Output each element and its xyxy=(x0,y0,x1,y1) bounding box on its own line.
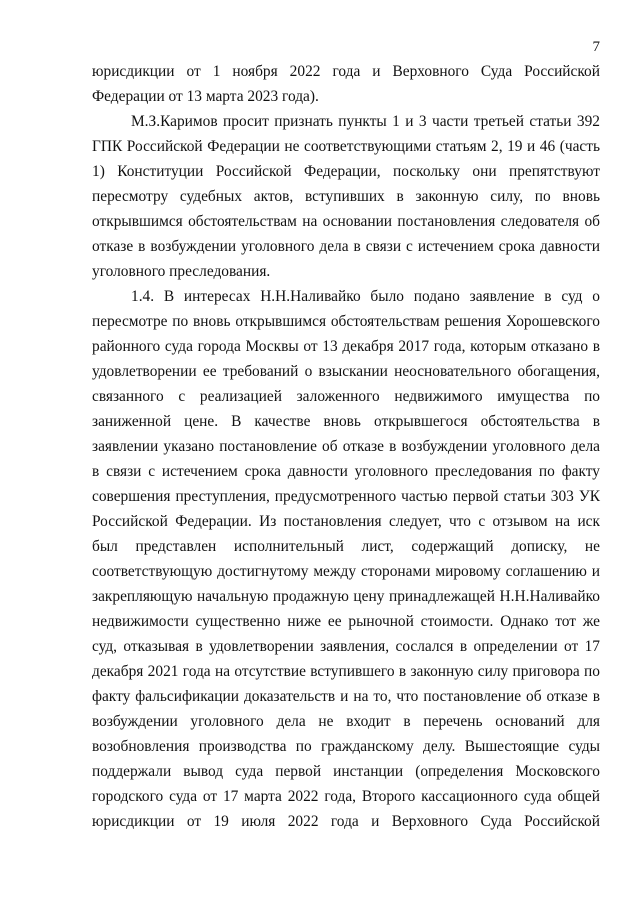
text-line: был представлен исполнительный лист, содержащий дописку, не xyxy=(92,538,600,555)
text-line: возбуждении уголовного дела не входит в перечень оснований для xyxy=(92,713,600,730)
text-line: городского суда от 17 марта 2022 года, Второго кассационного суда общей xyxy=(92,788,600,805)
text-line: закрепляющую начальную продажную цену принадлежащей Н.Н.Наливайко xyxy=(92,588,600,605)
text-line: юрисдикции от 19 июля 2022 года и Верховного Суда Российской xyxy=(92,813,600,830)
text-line: Федерации от 13 марта 2023 года). xyxy=(92,88,319,105)
text-line: 1) Конституции Российской Федерации, поскольку они препятствуют xyxy=(92,163,600,180)
text-line: отказе в возбуждении уголовного дела в связи с истечением срока давности xyxy=(92,238,600,255)
text-line: пересмотру судебных актов, вступивших в законную силу, по вновь xyxy=(92,188,600,205)
text-line: возобновления производства по гражданскому делу. Вышестоящие суды xyxy=(92,738,600,755)
text-line: декабря 2021 года на отсутствие вступившего в законную силу приговора по xyxy=(92,663,600,680)
page-number: 7 xyxy=(592,39,600,55)
text-line: уголовного преследования. xyxy=(92,263,271,280)
paragraph-first-line: 1.4. В интересах Н.Н.Наливайко было подано заявление в суд о xyxy=(131,288,600,305)
text-line: факту фальсификации доказательств и на то, что постановление об отказе в xyxy=(92,688,600,705)
text-line: в связи с истечением срока давности уголовного преследования по факту xyxy=(92,463,600,480)
text-line: суд, отказывая в удовлетворении заявления, сослался в определении от 17 xyxy=(92,638,600,655)
text-line: связанного с реализацией заложенного недвижимого имущества по xyxy=(92,388,600,405)
text-line: недвижимости существенно ниже ее рыночной стоимости. Однако тот же xyxy=(92,613,600,630)
text-line: удовлетворении ее требований о взыскании неосновательного обогащения, xyxy=(92,363,600,380)
text-line: открывшимся обстоятельствам на основании постановления следователя об xyxy=(92,213,600,230)
text-line: заниженной цене. В качестве вновь открывшегося обстоятельства в xyxy=(92,413,600,430)
text-line: заявлении указано постановление об отказе в возбуждении уголовного дела xyxy=(92,438,600,455)
text-line: поддержали вывод суда первой инстанции (определения Московского xyxy=(92,763,600,780)
text-line: соответствующую достигнутому между сторонами мировому соглашению и xyxy=(92,563,600,580)
text-line: районного суда города Москвы от 13 декабря 2017 года, которым отказано в xyxy=(92,338,600,355)
text-line: совершения преступления, предусмотренного частью первой статьи 303 УК xyxy=(92,488,600,505)
text-line: пересмотре по вновь открывшимся обстоятельствам решения Хорошевского xyxy=(92,313,600,330)
paragraph-first-line: М.З.Каримов просит признать пункты 1 и 3 части третьей статьи 392 xyxy=(131,113,600,130)
text-line: юрисдикции от 1 ноября 2022 года и Верховного Суда Российской xyxy=(92,63,600,80)
text-line: ГПК Российской Федерации не соответствующими статьям 2, 19 и 46 (часть xyxy=(92,138,600,155)
text-line: Российской Федерации. Из постановления следует, что с отзывом на иск xyxy=(92,513,600,530)
